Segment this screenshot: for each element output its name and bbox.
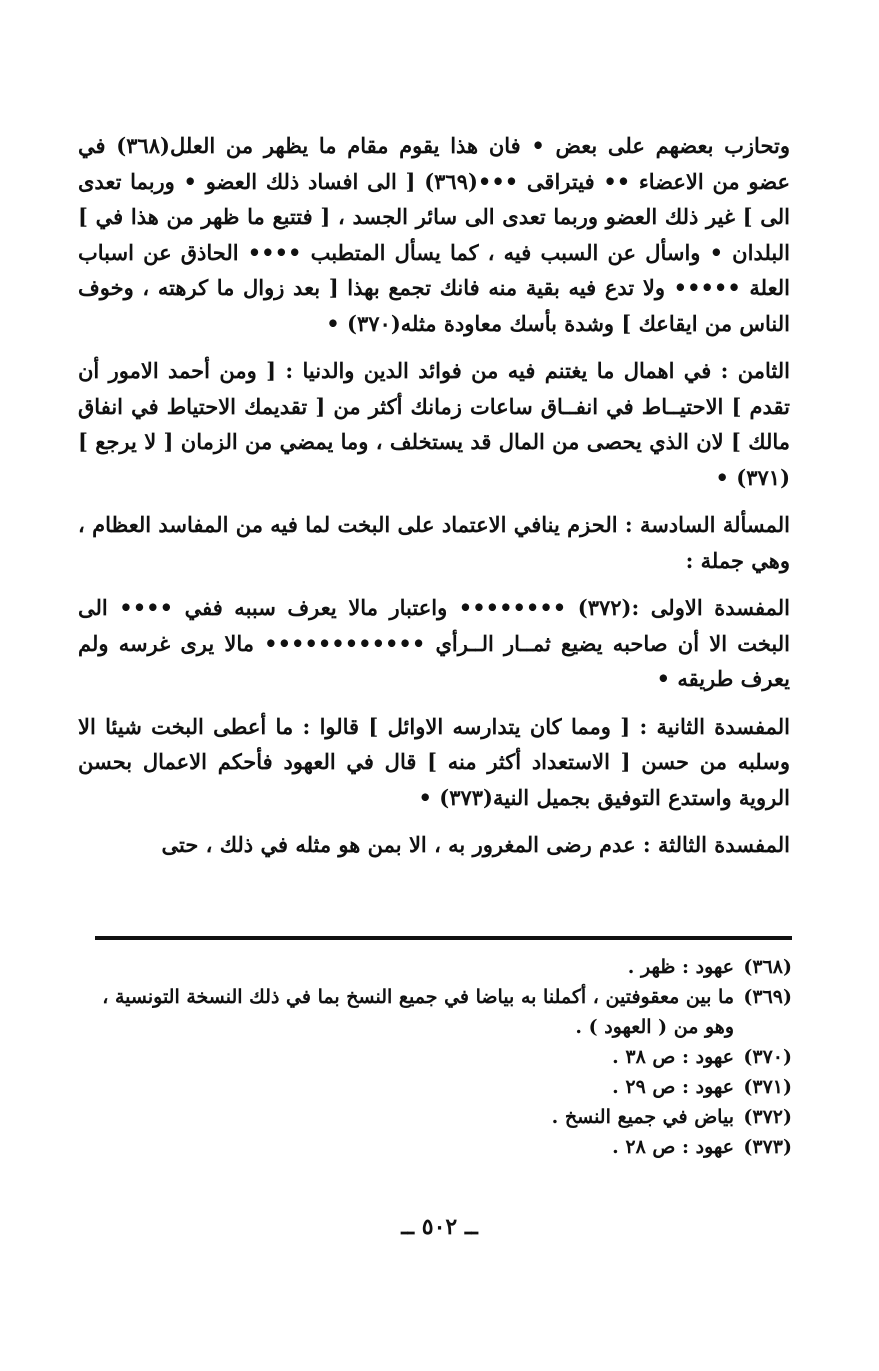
footnote-text: عهود : ص ٢٨ . (612, 1136, 734, 1158)
footnote-text: بياض في جميع النسخ . (551, 1106, 734, 1128)
paragraph-second-harm: المفسدة الثانية : [ ومما كان يتدارسه الاوائل ] قالوا : ما أعطى البخت شيئا الا وسلبه من حسن [ الاستعداد أكثر منه ] قال في العهود فأحكم الاعمال بحسن الروية واستدع التوفيق بجميل النية(٣٧٣) • (78, 713, 790, 810)
footnote-369 (92, 982, 792, 1042)
paragraph-third-harm: المفسدة الثالثة : عدم رضى المغرور به ، الا بمن هو مثله في ذلك ، حتى (161, 832, 790, 857)
main-text (78, 128, 790, 875)
footnotes (92, 952, 792, 1162)
footnote-368 (92, 952, 792, 982)
footnote-text: عهود : ص ٢٩ . (612, 1076, 734, 1098)
footnote-text: عهود : ظهر . (627, 956, 734, 978)
footnote-text: عهود : ص ٣٨ . (612, 1046, 734, 1068)
footnote-number: (٣٦٩) (743, 986, 792, 1008)
footnote-373 (92, 1132, 792, 1162)
footnote-372 (92, 1102, 792, 1132)
paragraph-sixth-issue: المسألة السادسة : الحزم ينافي الاعتماد على البخت لما فيه من المفاسد العظام ، وهي جملة : (78, 512, 790, 573)
paragraph-first-harm: المفسدة الاولى :(٣٧٢) •••••••• واعتبار مالا يعرف سببه ففي •••• الى البخت الا أن صاحبه يضيع ثمــار الــرأي •••••••••••• مالا يرى غرسه ولم يعرف طريقه • (78, 595, 790, 691)
footnote-number: (٣٧٠) (743, 1046, 792, 1068)
footnote-divider (95, 936, 792, 940)
footnote-number: (٣٧١) (743, 1076, 792, 1098)
footnote-number: (٣٦٨) (743, 956, 792, 978)
footnote-number: (٣٧٢) (743, 1106, 792, 1128)
paragraph-eighth: الثامن : في اهمال ما يغتنم فيه من فوائد الدين والدنيا : [ ومن أحمد الامور أن تقدم ] الاحتيــاط في انفــاق ساعات زمانك أكثر من [ تقديمك الاحتياط في انفاق مالك ] لان الذي يحصى من المال قد يستخلف ، وما يمضي من الزمان [ لا يرجع ](٣٧١) • (78, 358, 790, 490)
footnote-text: ما بين معقوفتين ، أكملنا به بياضا في جميع النسخ بما في ذلك النسخة التونسية ، وهو من ( العهود ) . (102, 986, 734, 1038)
footnote-number: (٣٧٣) (743, 1136, 792, 1158)
footnote-371 (92, 1072, 792, 1102)
paragraph-body-1: وتحازب بعضهم على بعض • فان هذا يقوم مقام ما يظهر من العلل(٣٦٨) في عضو من الاعضاء •• فيتراقى •••(٣٦٩) [ الى افساد ذلك العضو • وربما تعدى الى ] غير ذلك العضو وربما تعدى الى سائر الجسد ، [ فتتبع ما ظهر من هذا في ] البلدان • واسأل عن السبب فيه ، كما يسأل المتطبب •••• الحاذق عن اسباب العلة ••••• ولا تدع فيه بقية منه فانك تجمع بهذا [ بعد زوال ما كرهته ، وخوف الناس من ايقاعك ] وشدة بأسك معاودة مثله(٣٧٠) • (78, 133, 790, 336)
page-number: ــ ٥٠٢ ــ (401, 1214, 478, 1240)
footnote-370 (92, 1042, 792, 1072)
